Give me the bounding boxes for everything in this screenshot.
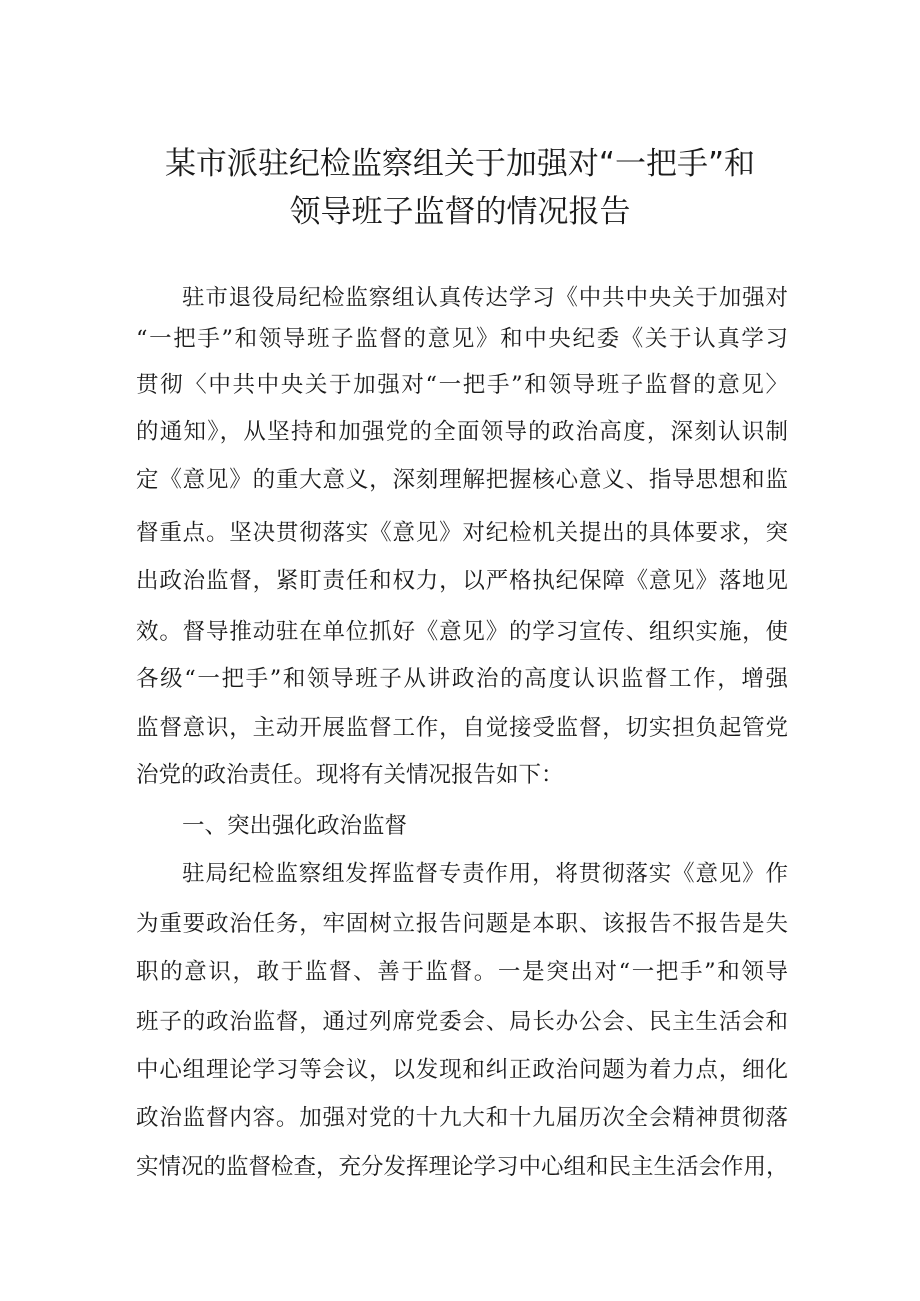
paragraph-1-line: 监督意识，主动开展监督工作，自觉接受监督，切实担负起管党 xyxy=(136,715,788,741)
paragraph-1-line: 各级“一把手”和领导班子从讲政治的高度认识监督工作，增强 xyxy=(136,666,788,692)
paragraph-2-line: 职的意识，敢于监督、善于监督。一是突出对“一把手”和领导 xyxy=(136,959,788,985)
paragraph-2-line: 政治监督内容。加强对党的十九大和十九届历次全会精神贯彻落 xyxy=(136,1105,788,1131)
paragraph-1-line: “一把手”和领导班子监督的意见》和中央纪委《关于认真学习 xyxy=(136,326,788,352)
paragraph-2-line: 实情况的监督检查，充分发挥理论学习中心组和民主生活会作用， xyxy=(136,1154,789,1180)
paragraph-2-line: 为重要政治任务，牢固树立报告问题是本职、该报告不报告是失 xyxy=(136,911,788,937)
section-heading: 一、突出强化政治监督 xyxy=(182,813,408,839)
paragraph-1-line: 效。督导推动驻在单位抓好《意见》的学习宣传、组织实施，使 xyxy=(136,619,788,645)
paragraph-1-line: 的通知》，从坚持和加强党的全面领导的政治高度，深刻认识制 xyxy=(136,419,788,445)
paragraph-2-line: 驻局纪检监察组发挥监督专责作用，将贯彻落实《意见》作 xyxy=(182,861,788,887)
paragraph-2-line: 班子的政治监督，通过列席党委会、局长办公会、民主生活会和 xyxy=(136,1009,788,1035)
paragraph-2-line: 中心组理论学习等会议，以发现和纠正政治问题为着力点，细化 xyxy=(136,1057,788,1083)
paragraph-1-line: 出政治监督，紧盯责任和权力，以严格执纪保障《意见》落地见 xyxy=(136,568,788,594)
document-title-line-1: 某市派驻纪检监察组关于加强对“一把手”和 xyxy=(164,146,756,182)
paragraph-1-line: 贯彻〈中共中央关于加强对“一把手”和领导班子监督的意见〉 xyxy=(136,372,788,398)
paragraph-1-line: 驻市退役局纪检监察组认真传达学习《中共中央关于加强对 xyxy=(182,285,788,311)
paragraph-1-line: 督重点。坚决贯彻落实《意见》对纪检机关提出的具体要求，突 xyxy=(136,520,788,546)
document-title-line-2: 领导班子监督的情况报告 xyxy=(289,194,631,230)
paragraph-1-line: 治党的政治责任。现将有关情况报告如下： xyxy=(136,762,564,788)
paragraph-1-line: 定《意见》的重大意义，深刻理解把握核心意义、指导思想和监 xyxy=(136,467,788,493)
